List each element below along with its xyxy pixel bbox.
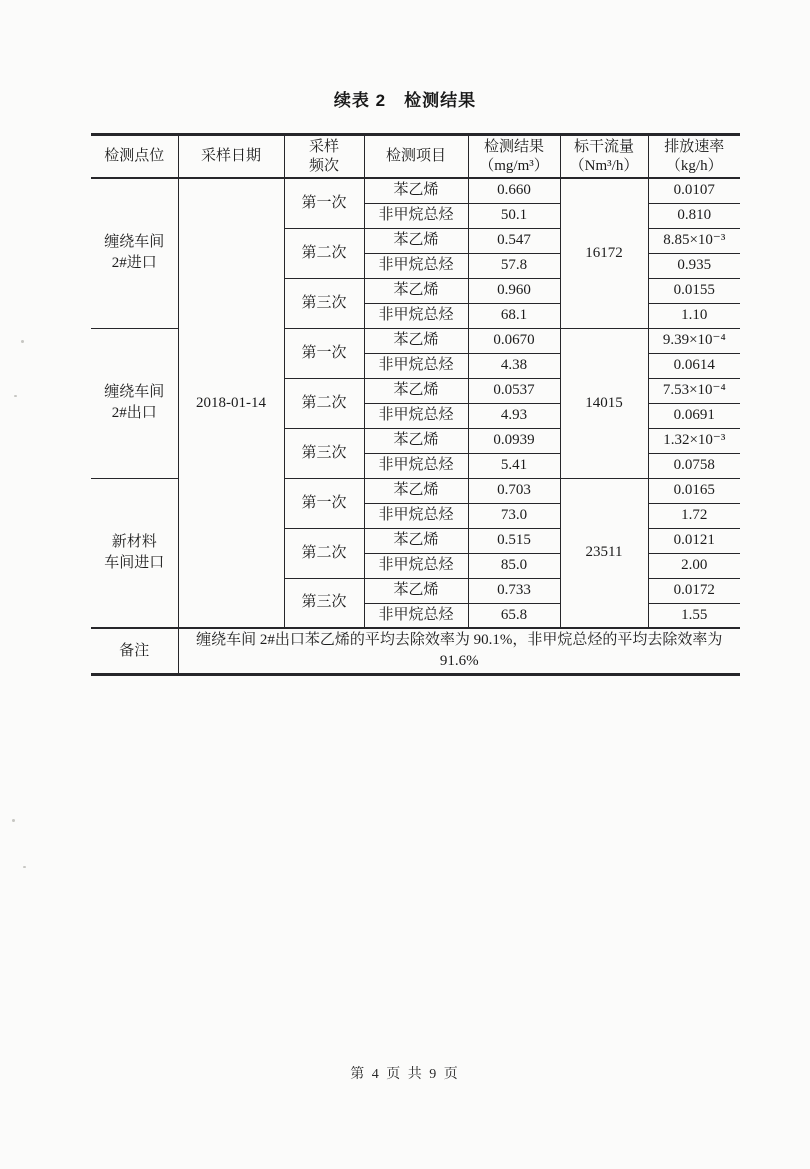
header-line: 采样 — [308, 138, 339, 155]
item-cell: 苯乙烯 — [364, 478, 468, 503]
remark-label-cell: 备注 — [91, 628, 178, 675]
result-cell: 0.660 — [468, 178, 560, 203]
result-cell: 85.0 — [468, 553, 560, 578]
item-cell: 苯乙烯 — [364, 578, 468, 603]
scan-speckle — [14, 395, 17, 397]
point-line: 2#出口 — [111, 405, 157, 421]
rate-cell: 0.810 — [648, 203, 740, 228]
point-cell — [91, 328, 178, 478]
item-cell: 非甲烷总烃 — [364, 203, 468, 228]
item-cell: 非甲烷总烃 — [364, 303, 468, 328]
rate-cell: 0.0107 — [648, 178, 740, 203]
header-line: （kg/h） — [665, 157, 723, 174]
header-line: 频次 — [308, 157, 339, 174]
rate-cell: 8.85×10⁻³ — [648, 228, 740, 253]
column-header-frequency — [284, 135, 364, 179]
column-header-rate — [648, 135, 740, 179]
freq-cell: 第一次 — [284, 478, 364, 528]
item-cell: 苯乙烯 — [364, 378, 468, 403]
result-cell: 65.8 — [468, 603, 560, 628]
item-cell: 非甲烷总烃 — [364, 253, 468, 278]
header-line: 检测结果 — [483, 138, 544, 155]
remark-row — [91, 628, 740, 675]
freq-cell: 第二次 — [284, 378, 364, 428]
result-cell: 57.8 — [468, 253, 560, 278]
point-cell — [91, 178, 178, 328]
rate-cell: 7.53×10⁻⁴ — [648, 378, 740, 403]
column-header-date — [178, 135, 284, 179]
item-cell: 苯乙烯 — [364, 428, 468, 453]
header-line: 检测点位 — [104, 148, 165, 164]
date-cell: 2018-01-14 — [178, 178, 284, 628]
flow-cell: 16172 — [560, 178, 648, 328]
header-line: 检测项目 — [385, 148, 446, 164]
result-cell: 4.93 — [468, 403, 560, 428]
freq-cell: 第一次 — [284, 328, 364, 378]
rate-cell: 0.935 — [648, 253, 740, 278]
scan-speckle — [21, 340, 24, 343]
freq-cell: 第二次 — [284, 228, 364, 278]
rate-cell: 9.39×10⁻⁴ — [648, 328, 740, 353]
result-cell: 0.0939 — [468, 428, 560, 453]
column-header-item — [364, 135, 468, 179]
rate-cell: 0.0691 — [648, 403, 740, 428]
result-cell: 68.1 — [468, 303, 560, 328]
rate-cell: 2.00 — [648, 553, 740, 578]
result-cell: 0.703 — [468, 478, 560, 503]
result-cell: 73.0 — [468, 503, 560, 528]
header-row — [91, 135, 740, 179]
header-line: （Nm³/h） — [569, 157, 639, 174]
scan-speckle — [23, 866, 26, 868]
point-line: 车间进口 — [104, 554, 165, 571]
remark-text: 缠绕车间 2#出口苯乙烯的平均去除效率为 90.1%，非甲烷总烃的平均去除效率为 91.6% — [196, 632, 723, 669]
rate-cell: 1.32×10⁻³ — [648, 428, 740, 453]
rate-cell: 1.10 — [648, 303, 740, 328]
result-cell: 0.0670 — [468, 328, 560, 353]
column-header-point — [91, 135, 178, 179]
item-cell: 非甲烷总烃 — [364, 603, 468, 628]
freq-cell: 第三次 — [284, 428, 364, 478]
header-line: （mg/m³） — [479, 157, 549, 174]
rate-cell: 0.0614 — [648, 353, 740, 378]
point-line: 新材料 — [111, 533, 157, 550]
item-cell: 非甲烷总烃 — [364, 503, 468, 528]
table-row — [91, 178, 740, 203]
item-cell: 苯乙烯 — [364, 228, 468, 253]
item-cell: 苯乙烯 — [364, 528, 468, 553]
item-cell: 非甲烷总烃 — [364, 403, 468, 428]
freq-cell: 第二次 — [284, 528, 364, 578]
freq-cell: 第一次 — [284, 178, 364, 228]
result-cell: 0.733 — [468, 578, 560, 603]
rate-cell: 0.0155 — [648, 278, 740, 303]
freq-cell: 第三次 — [284, 578, 364, 628]
scan-speckle — [12, 819, 15, 822]
result-cell: 4.38 — [468, 353, 560, 378]
result-cell: 50.1 — [468, 203, 560, 228]
header-line: 采样日期 — [200, 148, 261, 164]
rate-cell: 1.55 — [648, 603, 740, 628]
rate-cell: 0.0758 — [648, 453, 740, 478]
rate-cell: 0.0121 — [648, 528, 740, 553]
item-cell: 非甲烷总烃 — [364, 453, 468, 478]
rate-cell: 0.0172 — [648, 578, 740, 603]
header-line: 排放速率 — [664, 138, 725, 155]
flow-cell: 23511 — [560, 478, 648, 628]
point-line: 缠绕车间 — [104, 234, 165, 251]
monitoring-results-table — [91, 133, 740, 676]
result-cell: 5.41 — [468, 453, 560, 478]
column-header-flow — [560, 135, 648, 179]
freq-cell: 第三次 — [284, 278, 364, 328]
remark-cell — [178, 628, 740, 675]
result-cell: 0.515 — [468, 528, 560, 553]
item-cell: 非甲烷总烃 — [364, 553, 468, 578]
page-number: 第 4 页 共 9 页 — [350, 1067, 460, 1082]
header-line: 标干流量 — [573, 138, 634, 155]
point-cell — [91, 478, 178, 628]
point-line: 缠绕车间 — [104, 384, 165, 400]
column-header-result — [468, 135, 560, 179]
rate-cell: 0.0165 — [648, 478, 740, 503]
item-cell: 苯乙烯 — [364, 328, 468, 353]
result-cell: 0.0537 — [468, 378, 560, 403]
item-cell: 苯乙烯 — [364, 178, 468, 203]
flow-cell: 14015 — [560, 328, 648, 478]
point-line: 2#进口 — [111, 255, 157, 272]
page-title: 续表 2 检测结果 — [333, 91, 477, 110]
result-cell: 0.547 — [468, 228, 560, 253]
item-cell: 苯乙烯 — [364, 278, 468, 303]
item-cell: 非甲烷总烃 — [364, 353, 468, 378]
result-cell: 0.960 — [468, 278, 560, 303]
rate-cell: 1.72 — [648, 503, 740, 528]
